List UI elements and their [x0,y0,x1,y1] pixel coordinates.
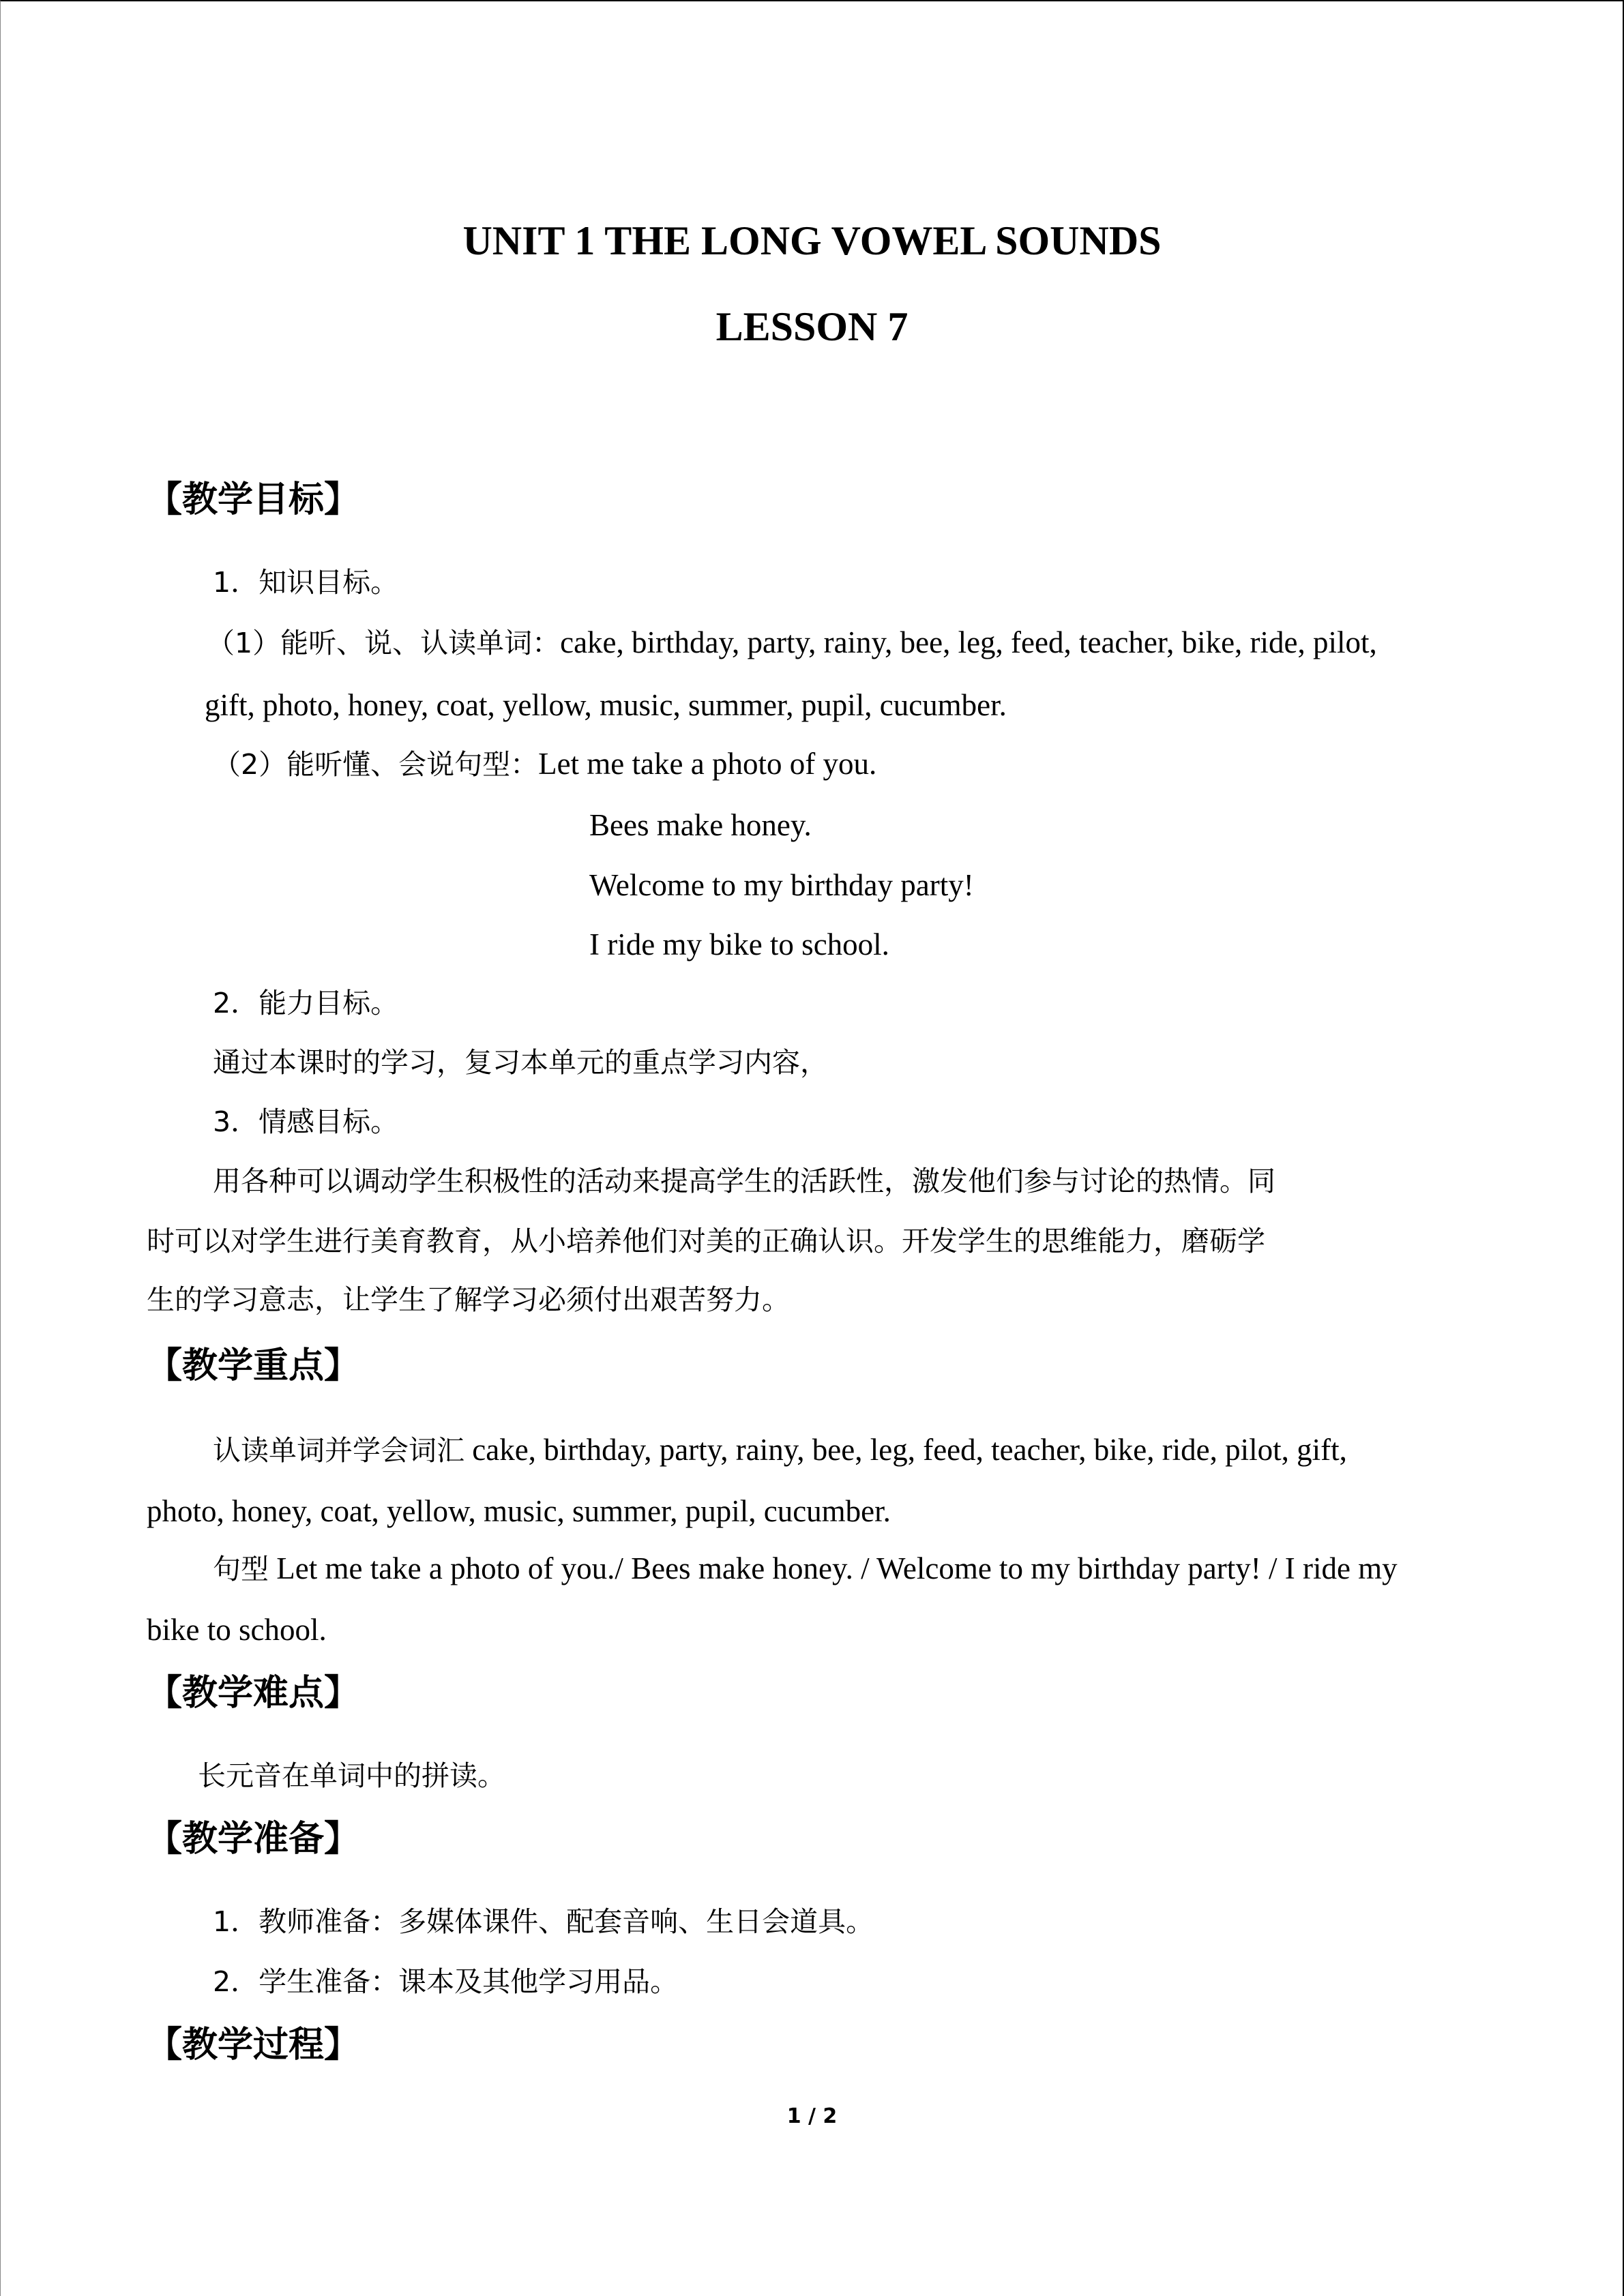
key-vocab-line1 [213,1429,1347,1471]
document-subtitle: LESSON 7 [715,304,909,349]
page-number: 1 / 2 [786,2104,838,2128]
sentence-objective-line [213,743,876,785]
sentence-objective-3: Welcome to my birthday party! [589,868,974,902]
key-vocab-prefix: 认读单词并学会词汇 [213,1434,464,1467]
ability-objective-title: 2．能力目标。 [213,987,399,1019]
process-heading: 【教学过程】 [147,2025,360,2066]
objectives-heading: 【教学目标】 [147,479,360,520]
knowledge-objective-title: 1．知识目标。 [213,566,399,599]
student-preparation: 2．学生准备：课本及其他学习用品。 [213,1965,679,1998]
key-points-heading: 【教学重点】 [147,1345,360,1386]
key-sentence-line2: bike to school. [147,1613,327,1647]
sentence-objective-1: Let me take a photo of you. [538,747,877,781]
key-vocab-words1: cake, birthday, party, rainy, bee, leg, feed, teacher, bike, ride, pilot, gift, [464,1433,1347,1467]
vocab-objective-words1: cake, birthday, party, rainy, bee, leg, feed, teacher, bike, ride, pilot, [560,625,1377,659]
key-sentence-text1: Let me take a photo of you./ Bees make honey. / Welcome to my birthday party! / I ride my [269,1551,1398,1585]
preparation-heading: 【教学准备】 [147,1819,360,1860]
emotion-objective-line1: 用各种可以调动学生积极性的活动来提高学生的活跃性，激发他们参与讨论的热情。同 [213,1165,1275,1197]
emotion-objective-line3: 生的学习意志，让学生了解学习必须付出艰苦努力。 [147,1283,790,1316]
key-vocab-line2: photo, honey, coat, yellow, music, summer, pupil, cucumber. [147,1494,891,1528]
emotion-objective-line2: 时可以对学生进行美育教育，从小培养他们对美的正确认识。开发学生的思维能力，磨砺学 [147,1225,1265,1257]
vocab-objective-line1 [207,622,1377,664]
key-sentence-line1 [213,1548,1398,1590]
vocab-objective-line2: gift, photo, honey, coat, yellow, music, summer, pupil, cucumber. [205,688,1007,722]
difficulties-text: 长元音在单词中的拼读。 [198,1759,505,1792]
sentence-objective-4: I ride my bike to school. [589,927,889,961]
key-sentence-prefix: 句型 [213,1553,269,1585]
emotion-objective-title: 3．情感目标。 [213,1105,399,1138]
ability-objective-text: 通过本课时的学习，复习本单元的重点学习内容， [213,1046,828,1079]
vocab-objective-prefix: （1）能听、说、认读单词： [207,627,561,659]
teacher-preparation: 1．教师准备：多媒体课件、配套音响、生日会道具。 [213,1905,874,1938]
sentence-objective-prefix: （2）能听懂、会说句型： [213,748,539,781]
difficulties-heading: 【教学难点】 [147,1673,360,1714]
document-title: UNIT 1 THE LONG VOWEL SOUNDS [462,218,1162,263]
sentence-objective-2: Bees make honey. [589,808,812,842]
